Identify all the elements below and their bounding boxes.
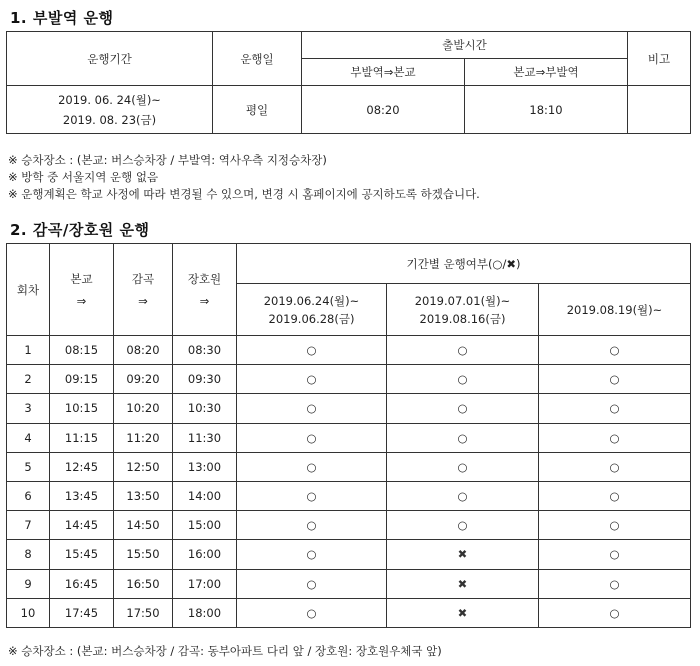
arrow-icon: ⇒ [138, 293, 148, 308]
time-gamgok: 13:50 [114, 481, 173, 510]
table-row [7, 569, 691, 598]
run-number: 10 [7, 598, 50, 627]
section1-title: 1. 부발역 운행 [10, 9, 114, 27]
availability-period3: ○ [539, 452, 691, 481]
run-number: 5 [7, 452, 50, 481]
day-cell: 평일 [213, 86, 302, 134]
availability-period2: ✖ [387, 540, 539, 569]
availability-period1: ○ [237, 569, 387, 598]
arrow-icon: ⇒ [76, 293, 87, 308]
table-row [7, 598, 691, 627]
availability-period1: ○ [237, 423, 387, 452]
time-gamgok: 08:20 [114, 336, 173, 365]
availability-period2: ✖ [387, 598, 539, 627]
header-period: 운행기간 [7, 32, 213, 86]
time-gamgok: 11:20 [114, 423, 173, 452]
run-number: 8 [7, 540, 50, 569]
header-route-b: 본교⇒부발역 [465, 59, 628, 86]
header-stop3 [173, 244, 237, 336]
availability-period1: ○ [237, 452, 387, 481]
run-number: 9 [7, 569, 50, 598]
time-campus: 15:45 [50, 540, 114, 569]
availability-period2: ○ [387, 394, 539, 423]
time-campus: 14:45 [50, 511, 114, 540]
time-gamgok: 17:50 [114, 598, 173, 627]
availability-period3: ○ [539, 481, 691, 510]
time-janghowon: 18:00 [173, 598, 237, 627]
header-day: 운행일 [213, 32, 302, 86]
availability-period1: ○ [237, 365, 387, 394]
time-janghowon: 11:30 [173, 423, 237, 452]
availability-period1: ○ [237, 394, 387, 423]
table-row [7, 452, 691, 481]
availability-period3: ○ [539, 394, 691, 423]
note-change: ※ 운행계획은 학교 사정에 따라 변경될 수 있으며, 변경 시 홈페이지에 공지하도록 하겠습니다. [8, 187, 480, 201]
availability-period2: ○ [387, 365, 539, 394]
section1-table [6, 31, 691, 134]
table-row [7, 423, 691, 452]
period1-end: 2019.06.28(금) [268, 311, 355, 326]
table-row [7, 336, 691, 365]
period2-start: 2019.07.01(월)~ [414, 293, 511, 308]
availability-period3: ○ [539, 423, 691, 452]
time-gamgok: 12:50 [114, 452, 173, 481]
run-number: 2 [7, 365, 50, 394]
time-janghowon: 13:00 [173, 452, 237, 481]
stop1-label: 본교 [70, 271, 93, 286]
time-janghowon: 16:00 [173, 540, 237, 569]
period-end: 2019. 08. 23(금) [62, 112, 157, 127]
run-number: 3 [7, 394, 50, 423]
time-campus: 12:45 [50, 452, 114, 481]
header-period3: 2019.08.19(월)~ [539, 284, 691, 336]
time-janghowon: 08:30 [173, 336, 237, 365]
availability-period2: ○ [387, 336, 539, 365]
table-row [7, 511, 691, 540]
header-availability: 기간별 운행여부(○/✖) [237, 244, 691, 284]
run-number: 7 [7, 511, 50, 540]
section2-title: 2. 감곡/장호원 운행 [10, 221, 150, 239]
time-campus: 09:15 [50, 365, 114, 394]
availability-period2: ○ [387, 481, 539, 510]
header-stop2 [114, 244, 173, 336]
time-gamgok: 14:50 [114, 511, 173, 540]
availability-period3: ○ [539, 569, 691, 598]
time-b-cell: 18:10 [465, 86, 628, 134]
time-campus: 10:15 [50, 394, 114, 423]
note-vacation: ※ 방학 중 서울지역 운행 없음 [8, 170, 159, 184]
arrow-icon: ⇒ [199, 293, 210, 308]
availability-period1: ○ [237, 336, 387, 365]
availability-period2: ✖ [387, 569, 539, 598]
availability-period2: ○ [387, 511, 539, 540]
header-remark: 비고 [628, 32, 691, 86]
availability-period3: ○ [539, 598, 691, 627]
note-boarding-2: ※ 승차장소 : (본교: 버스승차장 / 감곡: 동부아파트 다리 앞 / 장호원: 장호원우체국 앞) [8, 644, 442, 658]
header-no: 회차 [7, 244, 50, 336]
period2-end: 2019.08.16(금) [419, 311, 506, 326]
availability-period1: ○ [237, 481, 387, 510]
header-period1 [237, 284, 387, 336]
availability-period1: ○ [237, 540, 387, 569]
stop2-label: 감곡 [131, 271, 155, 286]
time-janghowon: 14:00 [173, 481, 237, 510]
header-period2 [387, 284, 539, 336]
availability-period3: ○ [539, 511, 691, 540]
table-row [7, 365, 691, 394]
table-row [7, 481, 691, 510]
availability-period3: ○ [539, 540, 691, 569]
table-row [7, 394, 691, 423]
run-number: 6 [7, 481, 50, 510]
availability-period1: ○ [237, 511, 387, 540]
time-campus: 17:45 [50, 598, 114, 627]
period-start: 2019. 06. 24(월)~ [58, 92, 161, 107]
run-number: 1 [7, 336, 50, 365]
time-janghowon: 10:30 [173, 394, 237, 423]
remark-cell [628, 86, 691, 134]
time-campus: 11:15 [50, 423, 114, 452]
time-janghowon: 09:30 [173, 365, 237, 394]
availability-period1: ○ [237, 598, 387, 627]
time-campus: 16:45 [50, 569, 114, 598]
period1-start: 2019.06.24(월)~ [263, 293, 360, 308]
time-gamgok: 09:20 [114, 365, 173, 394]
availability-period3: ○ [539, 336, 691, 365]
time-campus: 08:15 [50, 336, 114, 365]
header-route-a: 부발역⇒본교 [302, 59, 465, 86]
note-boarding: ※ 승차장소 : (본교: 버스승차장 / 부발역: 역사우측 지정승차장) [8, 153, 327, 167]
availability-period2: ○ [387, 423, 539, 452]
time-janghowon: 17:00 [173, 569, 237, 598]
period-cell [7, 86, 213, 134]
time-gamgok: 15:50 [114, 540, 173, 569]
section2-table [6, 243, 691, 628]
run-number: 4 [7, 423, 50, 452]
availability-period2: ○ [387, 452, 539, 481]
time-janghowon: 15:00 [173, 511, 237, 540]
time-a-cell: 08:20 [302, 86, 465, 134]
header-stop1 [50, 244, 114, 336]
header-depart: 출발시간 [302, 32, 628, 59]
table-row [7, 540, 691, 569]
time-gamgok: 16:50 [114, 569, 173, 598]
stop3-label: 장호원 [187, 271, 222, 286]
time-gamgok: 10:20 [114, 394, 173, 423]
availability-period3: ○ [539, 365, 691, 394]
time-campus: 13:45 [50, 481, 114, 510]
